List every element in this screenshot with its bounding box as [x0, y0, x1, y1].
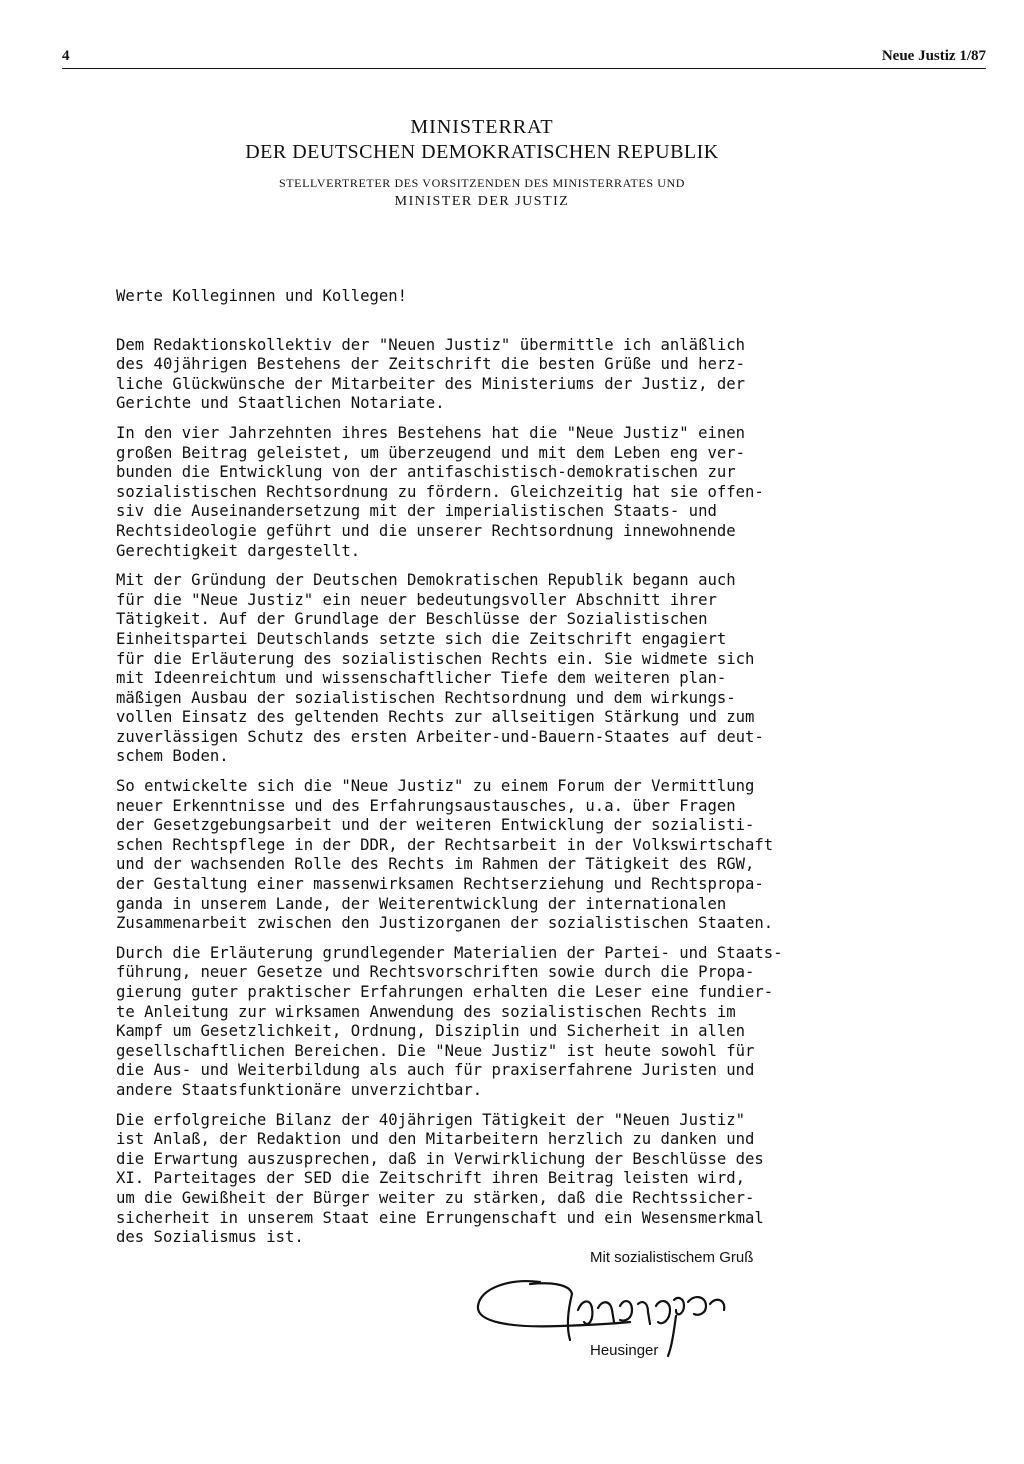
text-line: gierung guter praktischer Erfahrungen erhalten die Leser eine fundier- — [116, 983, 774, 1001]
paragraph — [116, 1111, 946, 1248]
text-line: Gerichte und Staatlichen Notariate. — [116, 394, 445, 413]
text-line: Rechtsideologie geführt und die unserer Rechtsordnung innewohnende — [116, 521, 736, 540]
signer-name: Heusinger — [590, 1342, 659, 1359]
text-line: schem Boden. — [116, 747, 229, 766]
text-line: für die Erläuterung des sozialistischen Rechts ein. Sie widmete sich — [116, 649, 755, 668]
text-line: sozialistischen Rechtsordnung zu fördern. Gleichzeitig hat sie offen- — [116, 482, 764, 501]
text-line: der Gesetzgebungsarbeit und der weiteren Entwicklung der sozialisti- — [116, 816, 755, 835]
text-line: mit Ideenreichtum und wissenschaftlicher Tiefe dem weiteren plan- — [116, 669, 727, 688]
text-line: neuer Erkenntnisse und des Erfahrungsaustausches, u.a. über Fragen — [116, 796, 736, 815]
text-line: schen Rechtspflege in der DDR, der Rechtsarbeit in der Volkswirtschaft — [116, 835, 774, 854]
text-line: andere Staatsfunktionäre unverzichtbar. — [116, 1080, 483, 1099]
text-line: Dem Redaktionskollektiv der "Neuen Justiz" übermittle ich anläßlich — [116, 335, 746, 354]
text-line: führung, neuer Gesetze und Rechtsvorschriften sowie durch die Propa- — [116, 963, 755, 982]
text-line: siv die Auseinandersetzung mit der imperialistischen Staats- und — [116, 502, 717, 521]
journal-issue: Neue Justiz 1/87 — [881, 48, 986, 64]
letter-body — [116, 287, 946, 1258]
letter-paragraphs — [116, 336, 946, 1248]
text-line: XI. Parteitages der SED die Zeitschrift ihren Beitrag leisten wird, — [116, 1169, 746, 1188]
text-line: für die "Neue Justiz" ein neuer bedeutungsvoller Abschnitt ihrer — [116, 590, 717, 609]
text-line: Mit der Gründung der Deutschen Demokratischen Republik begann auch — [116, 571, 736, 590]
letterhead-minister-title: MINISTER DER JUSTIZ — [394, 194, 570, 209]
text-line: In den vier Jahrzehnten ihres Bestehens hat die "Neue Justiz" einen — [116, 423, 746, 442]
text-line: ganda in unserem Lande, der Weiterentwicklung der internationalen — [116, 894, 727, 913]
paragraph — [116, 336, 946, 414]
paragraph — [116, 571, 946, 767]
text-line: des 40jährigen Bestehens der Zeitschrift die besten Grüße und herz- — [116, 355, 746, 374]
text-line: Einheitspartei Deutschlands setzte sich die Zeitschrift engagiert — [116, 629, 727, 648]
page-number: 4 — [62, 48, 70, 64]
text-line: die Erwartung auszusprechen, daß in Verwirklichung der Beschlüsse des — [116, 1149, 764, 1168]
text-line: zuverlässigen Schutz des ersten Arbeiter-und-Bauern-Staates auf deut- — [116, 727, 764, 746]
paragraph — [116, 944, 946, 1101]
text-line: mäßigen Ausbau der sozialistischen Rechtsordnung und dem wirkungs- — [116, 688, 736, 707]
text-line: der Gestaltung einer massenwirksamen Rechtserziehung und Rechtspropa- — [116, 875, 764, 894]
text-line: Tätigkeit. Auf der Grundlage der Beschlüsse der Sozialistischen — [116, 610, 708, 629]
text-line: ist Anlaß, der Redaktion und den Mitarbeitern herzlich zu danken und — [116, 1130, 755, 1149]
text-line: So entwickelte sich die "Neue Justiz" zu einem Forum der Vermittlung — [116, 777, 755, 796]
text-line: die Aus- und Weiterbildung als auch für praxiserfahrene Juristen und — [116, 1061, 755, 1080]
letterhead-ministerrat: MINISTERRAT — [410, 116, 554, 138]
text-line: bunden die Entwicklung von der antifaschistisch-demokratischen zur — [116, 463, 736, 482]
text-line: des Sozialismus ist. — [116, 1228, 304, 1247]
text-line: großen Beitrag geleistet, um überzeugend und mit dem Leben eng ver- — [116, 443, 746, 462]
text-line: Gerechtigkeit dargestellt. — [116, 541, 361, 560]
letterhead-republic: DER DEUTSCHEN DEMOKRATISCHEN REPUBLIK — [245, 141, 719, 163]
text-line: und der wachsenden Rolle des Rechts im Rahmen der Tätigkeit des RGW, — [116, 855, 755, 874]
text-line: um die Gewißheit der Bürger weiter zu stärken, daß die Rechtssicher- — [116, 1188, 755, 1207]
text-line: Kampf um Gesetzlichkeit, Ordnung, Disziplin und Sicherheit in allen — [116, 1022, 746, 1041]
closing-greeting: Mit sozialistischem Gruß — [590, 1249, 754, 1266]
text-line: te Anleitung zur wirksamen Anwendung des sozialistischen Rechts im — [116, 1002, 736, 1021]
text-line: Die erfolgreiche Bilanz der 40jährigen Tätigkeit der "Neuen Justiz" — [116, 1110, 746, 1129]
page-header — [62, 48, 986, 69]
paragraph — [116, 424, 946, 561]
letterhead-deputy-title: STELLVERTRETER DES VORSITZENDEN DES MINISTERRATES UND — [278, 176, 686, 190]
text-line: liche Glückwünsche der Mitarbeiter des Ministeriums der Justiz, der — [116, 374, 746, 393]
paragraph — [116, 777, 946, 934]
text-line: sicherheit in unserem Staat eine Errungenschaft und ein Wesensmerkmal — [116, 1208, 764, 1227]
text-line: gesellschaftlichen Bereichen. Die "Neue Justiz" ist heute sowohl für — [116, 1041, 755, 1060]
text-line: vollen Einsatz des geltenden Rechts zur allseitigen Stärkung und zum — [116, 708, 755, 727]
text-line: Durch die Erläuterung grundlegender Materialien der Partei- und Staats- — [116, 943, 783, 962]
text-line: Zusammenarbeit zwischen den Justizorganen der sozialistischen Staaten. — [116, 914, 774, 933]
salutation: Werte Kolleginnen und Kollegen! — [116, 287, 408, 305]
